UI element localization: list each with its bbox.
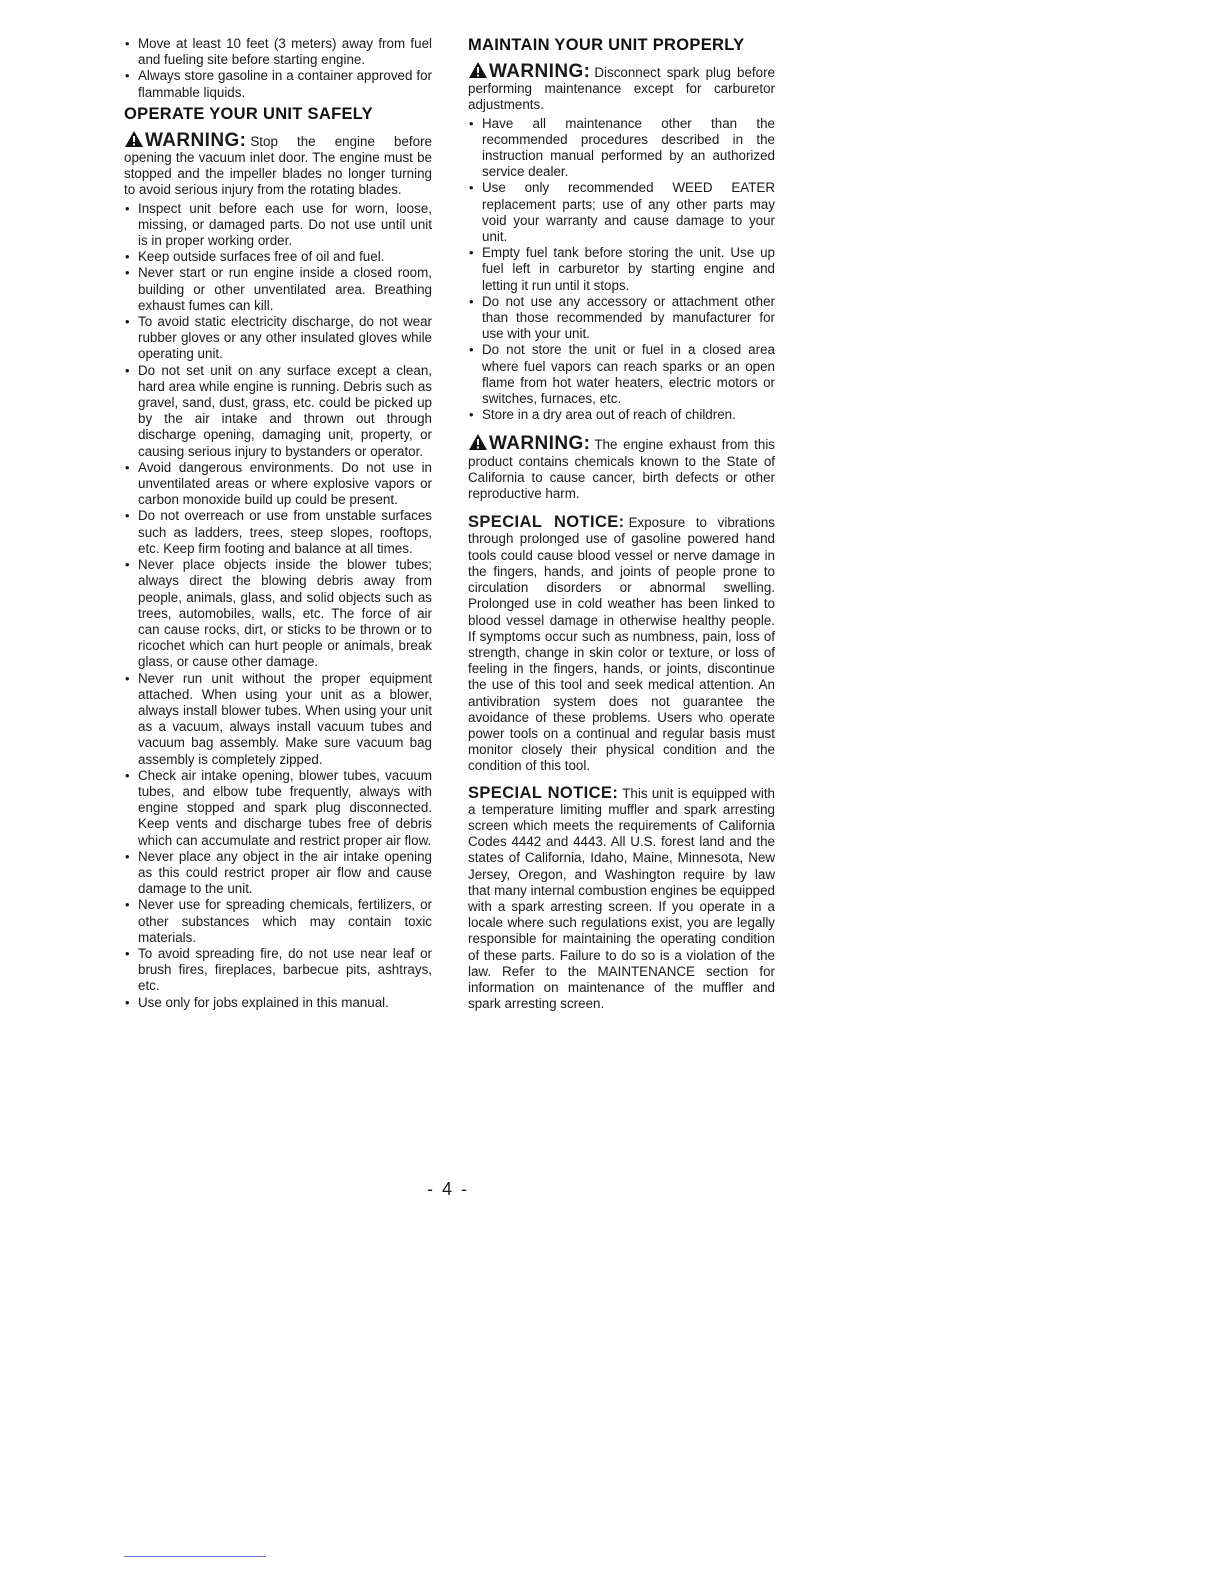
operate-safely-heading: OPERATE YOUR UNIT SAFELY	[124, 104, 373, 123]
notice-text: This unit is equipped with a temperature limiting muffler and spark arresting screen which meets the requirements of California Codes 4442 and 4443. All U.S. forest land and the states of California, Idaho, Maine, Minnesota, New Jersey, Oregon, and Washington require by law that many internal combustion engines be equipped with a spark arresting screen. If you operate in a locale where such regulations exist, you are legally responsible for maintaining the operating condition of these parts. Failure to do so is a violation of the law. Refer to the MAINTENANCE section for information on maintenance of the muffler and spark arresting screen.	[468, 785, 775, 1012]
footer-rule	[124, 1556, 266, 1557]
warning-label: WARNING:	[489, 433, 591, 455]
notice-label: SPECIAL NOTICE:	[468, 783, 619, 802]
maintain-properly-heading: MAINTAIN YOUR UNIT PROPERLY	[468, 36, 745, 54]
muffler-special-notice	[468, 785, 775, 1013]
list-item: • Move at least 10 feet (3 meters) away from fuel and fueling site before starting engine.	[124, 36, 432, 68]
warning-triangle-icon	[124, 130, 144, 148]
warning-label: WARNING:	[145, 129, 247, 151]
list-item: • Have all maintenance other than the recommended procedures described in the instruction manual performed by an authorized service dealer.	[468, 116, 775, 181]
list-item: • To avoid static electricity discharge, do not wear rubber gloves or any other insulated gloves while operating unit.	[124, 314, 432, 363]
warning-text: The engine exhaust from this product contains chemicals known to the State of California to cause cancer, birth defects or other reproductive harm.	[468, 437, 775, 502]
operate-warning	[124, 130, 432, 199]
warning-triangle-icon	[468, 61, 488, 79]
list-item: • Never run unit without the proper equipment attached. When using your unit as a blower, always install blower tubes. When using your unit as a vacuum, always install vacuum tubes and vacuum bag assembly. Make sure vacuum bag assembly is completely zipped.	[124, 671, 432, 768]
exhaust-warning	[468, 433, 775, 502]
warning-text: Stop the engine before opening the vacuum inlet door. The engine must be stopped and the impeller blades no longer turning to avoid serious injury from the rotating blades.	[124, 133, 432, 198]
list-item: • Inspect unit before each use for worn, loose, missing, or damaged parts. Do not use until unit is in proper working order.	[124, 201, 432, 250]
list-item: • Avoid dangerous environments. Do not use in unventilated areas or where explosive vapors or carbon monoxide build up could be present.	[124, 460, 432, 509]
right-column	[468, 36, 775, 1012]
list-item: • Never use for spreading chemicals, fertilizers, or other substances which may contain toxic materials.	[124, 897, 432, 946]
warning-label: WARNING:	[489, 61, 591, 82]
list-item: • Empty fuel tank before storing the unit. Use up fuel left in carburetor by starting engine and letting it run until it stops.	[468, 245, 775, 294]
list-item: • To avoid spreading fire, do not use near leaf or brush fires, fireplaces, barbecue pits, ashtrays, etc.	[124, 946, 432, 995]
list-item: • Use only for jobs explained in this manual.	[124, 995, 432, 1011]
list-item: • Store in a dry area out of reach of children.	[468, 407, 775, 423]
list-item: • Check air intake opening, blower tubes, vacuum tubes, and elbow tube frequently, always with engine stopped and spark plug disconnected. Keep vents and discharge tubes free of debris which can accumulate and restrict proper air flow.	[124, 768, 432, 849]
warning-triangle-icon	[468, 433, 488, 451]
list-item: • Do not overreach or use from unstable surfaces such as ladders, trees, steep slopes, rooftops, etc. Keep firm footing and balance at all times.	[124, 508, 432, 557]
notice-label: SPECIAL NOTICE:	[468, 513, 625, 532]
list-item: • Never start or run engine inside a closed room, building or other unventilated area. Breathing exhaust fumes can kill.	[124, 265, 432, 314]
notice-text: Exposure to vibrations through prolonged use of gasoline powered hand tools could cause blood vessel or nerve damage in the fingers, hands, and joints of people prone to circulation disorders or abnormal swelling. Prolonged use in cold weather has been linked to blood vessel damage in otherwise healthy people. If symptoms occur such as numbness, pain, loss of strength, change in skin color or texture, or loss of feeling in the fingers, hands, or joints, discontinue the use of this tool and seek medical attention. An antivibration system does not guarantee the avoidance of these problems. Users who operate power tools on a continual and regular basis must monitor closely their physical condition and the condition of this tool.	[468, 515, 775, 774]
list-item: • Never place objects inside the blower tubes; always direct the blowing debris away from people, animals, glass, and solid objects such as trees, automobiles, walls, etc. The force of air can cause rocks, dirt, or sticks to be thrown or to ricochet which can hurt people or animals, break glass, or cause other damage.	[124, 557, 432, 670]
list-item: • Always store gasoline in a container approved for flammable liquids.	[124, 68, 432, 100]
list-item: • Do not store the unit or fuel in a closed area where fuel vapors can reach sparks or an open flame from hot water heaters, electric motors or switches, furnaces, etc.	[468, 342, 775, 407]
fuel-safety-list	[124, 36, 432, 101]
warning-text: Disconnect spark plug before performing maintenance except for carburetor adjustments.	[468, 65, 775, 113]
list-item: • Keep outside surfaces free of oil and fuel.	[124, 249, 432, 265]
list-item: • Use only recommended WEED EATER replacement parts; use of any other parts may void your warranty and cause damage to your unit.	[468, 180, 775, 245]
list-item: • Never place any object in the air intake opening as this could restrict proper air flow and cause damage to the unit.	[124, 849, 432, 898]
left-column	[124, 36, 432, 1011]
operate-safely-list	[124, 201, 432, 1011]
maintain-warning	[468, 61, 775, 114]
list-item: • Do not set unit on any surface except a clean, hard area while engine is running. Debris such as gravel, sand, dust, grass, etc. could be picked up by the air intake and thrown out through discharge opening, damaging unit, property, or causing serious injury to bystanders or operator.	[124, 363, 432, 460]
maintain-properly-list	[468, 116, 775, 424]
page-number: - 4 -	[426, 1179, 469, 1199]
vibration-special-notice	[468, 514, 775, 774]
list-item: • Do not use any accessory or attachment other than those recommended by manufacturer for use with your unit.	[468, 294, 775, 343]
